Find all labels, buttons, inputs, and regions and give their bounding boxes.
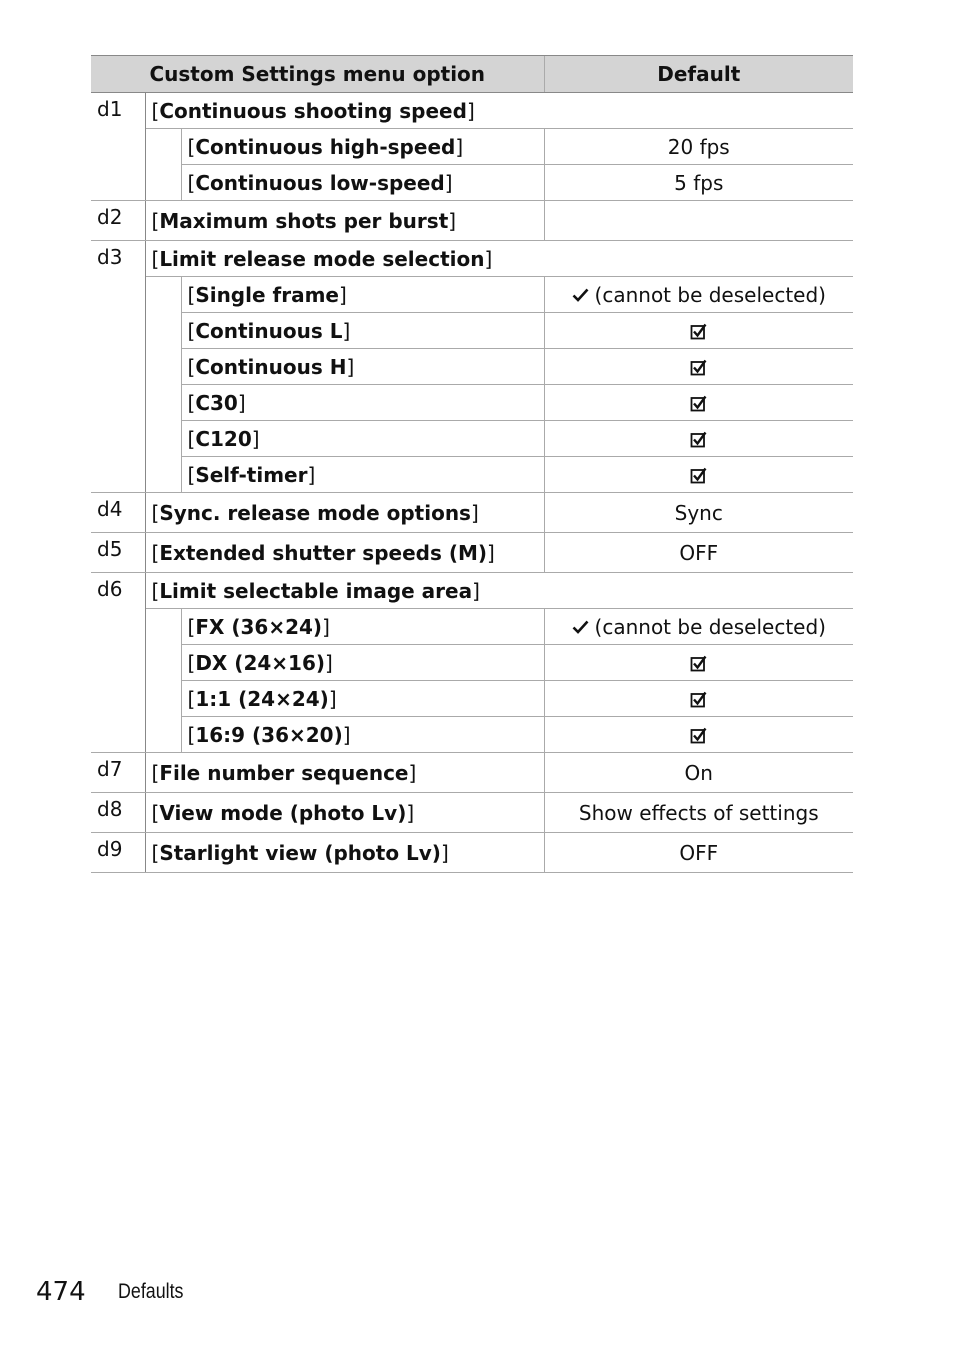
option-name-cell: [Single frame] <box>181 277 544 313</box>
option-name-cell: [C30] <box>181 385 544 421</box>
setting-code: d3 <box>91 241 145 493</box>
table-row <box>91 201 853 241</box>
table-row <box>91 573 853 609</box>
option-name: Continuous shooting speed <box>159 98 467 123</box>
table-row <box>91 793 853 833</box>
setting-code: d5 <box>91 533 145 573</box>
option-name: Continuous low-speed <box>195 170 445 195</box>
option-name-cell: [C120] <box>181 421 544 457</box>
table-row <box>91 165 853 201</box>
table-row <box>91 457 853 493</box>
option-name-cell: [Maximum shots per burst] <box>145 201 544 241</box>
option-name: Maximum shots per burst <box>159 208 449 233</box>
default-value: (cannot be deselected) <box>594 282 826 307</box>
table-row <box>91 93 853 129</box>
default-value-cell <box>544 753 853 793</box>
table-row <box>91 833 853 873</box>
default-value-cell <box>544 277 853 313</box>
indent-cell <box>145 129 181 201</box>
checkbox-checked-icon <box>690 655 707 672</box>
table-row <box>91 533 853 573</box>
default-value: (cannot be deselected) <box>594 614 826 639</box>
option-name: Continuous H <box>195 354 347 379</box>
page-number: 474 <box>36 1277 86 1307</box>
setting-code: d2 <box>91 201 145 241</box>
option-name-cell: [Limit release mode selection] <box>145 241 853 277</box>
checkbox-checked-icon <box>690 691 707 708</box>
option-name: File number sequence <box>159 760 409 785</box>
default-value: OFF <box>679 840 719 865</box>
option-name-cell: [Limit selectable image area] <box>145 573 853 609</box>
setting-code: d6 <box>91 573 145 753</box>
option-name-cell: [File number sequence] <box>145 753 544 793</box>
option-name-cell: [FX (36×24)] <box>181 609 544 645</box>
option-name: View mode (photo Lv) <box>159 800 407 825</box>
table-header-row <box>91 56 853 93</box>
default-value: 5 fps <box>674 170 724 195</box>
option-name: DX (24×16) <box>195 650 325 675</box>
option-name-cell: [Continuous H] <box>181 349 544 385</box>
setting-code: d1 <box>91 93 145 201</box>
option-name: 16:9 (36×20) <box>195 722 343 747</box>
table-row <box>91 609 853 645</box>
option-name-cell: [Extended shutter speeds (M)] <box>145 533 544 573</box>
setting-code: d4 <box>91 493 145 533</box>
default-value-cell <box>544 421 853 457</box>
option-name: Limit selectable image area <box>159 578 473 603</box>
header-option: Custom Settings menu option <box>91 56 544 93</box>
table-row <box>91 349 853 385</box>
indent-cell <box>145 277 181 493</box>
table-row <box>91 681 853 717</box>
option-name: Single frame <box>195 282 339 307</box>
default-value: 20 fps <box>667 134 730 159</box>
option-name-cell: [Continuous L] <box>181 313 544 349</box>
table-row <box>91 277 853 313</box>
option-name-cell: [16:9 (36×20)] <box>181 717 544 753</box>
option-name-cell: [1:1 (24×24)] <box>181 681 544 717</box>
checkbox-checked-icon <box>690 727 707 744</box>
option-name-cell: [Sync. release mode options] <box>145 493 544 533</box>
default-value-cell <box>544 129 853 165</box>
checkbox-checked-icon <box>690 359 707 376</box>
option-name: Sync. release mode options <box>159 500 471 525</box>
check-icon <box>572 620 589 634</box>
table-row <box>91 645 853 681</box>
default-value: Show effects of settings <box>578 800 819 825</box>
default-value-cell <box>544 385 853 421</box>
table-row <box>91 313 853 349</box>
default-value-cell <box>544 493 853 533</box>
option-name: C30 <box>195 390 238 415</box>
default-value-cell <box>544 681 853 717</box>
default-value-cell <box>544 313 853 349</box>
default-value-cell <box>544 793 853 833</box>
default-value-cell <box>544 349 853 385</box>
default-value-cell <box>544 165 853 201</box>
check-icon <box>572 288 589 302</box>
default-value-cell <box>544 201 853 241</box>
section-title: Defaults <box>118 1280 184 1303</box>
option-name-cell: [Starlight view (photo Lv)] <box>145 833 544 873</box>
default-value: On <box>684 760 713 785</box>
option-name: FX (36×24) <box>195 614 323 639</box>
option-name: Continuous high-speed <box>195 134 456 159</box>
option-name: Continuous L <box>195 318 343 343</box>
option-name: Limit release mode selection <box>159 246 485 271</box>
option-name: 1:1 (24×24) <box>195 686 329 711</box>
setting-code: d9 <box>91 833 145 873</box>
option-name-cell: [Continuous low-speed] <box>181 165 544 201</box>
option-name-cell: [Self-timer] <box>181 457 544 493</box>
option-name-cell: [Continuous shooting speed] <box>145 93 853 129</box>
checkbox-checked-icon <box>690 467 707 484</box>
setting-code: d8 <box>91 793 145 833</box>
option-name: Self-timer <box>195 462 308 487</box>
checkbox-checked-icon <box>690 395 707 412</box>
default-value-cell <box>544 533 853 573</box>
option-name-cell: [View mode (photo Lv)] <box>145 793 544 833</box>
default-value-cell <box>544 717 853 753</box>
setting-code: d7 <box>91 753 145 793</box>
default-value-cell <box>544 645 853 681</box>
default-value: Sync <box>674 500 723 525</box>
option-name: C120 <box>195 426 252 451</box>
option-name: Extended shutter speeds (M) <box>159 540 488 565</box>
checkbox-checked-icon <box>690 431 707 448</box>
table-row <box>91 421 853 457</box>
default-value-cell <box>544 457 853 493</box>
default-value-cell <box>544 833 853 873</box>
option-name: Starlight view (photo Lv) <box>159 840 441 865</box>
table-row <box>91 493 853 533</box>
table-row <box>91 717 853 753</box>
default-value: OFF <box>679 540 719 565</box>
checkbox-checked-icon <box>690 323 707 340</box>
option-name-cell: [Continuous high-speed] <box>181 129 544 165</box>
defaults-table <box>91 55 853 873</box>
table-row <box>91 129 853 165</box>
table-row <box>91 385 853 421</box>
option-name-cell: [DX (24×16)] <box>181 645 544 681</box>
header-default: Default <box>544 56 853 93</box>
table-row <box>91 753 853 793</box>
default-value-cell <box>544 609 853 645</box>
table-row <box>91 241 853 277</box>
indent-cell <box>145 609 181 753</box>
